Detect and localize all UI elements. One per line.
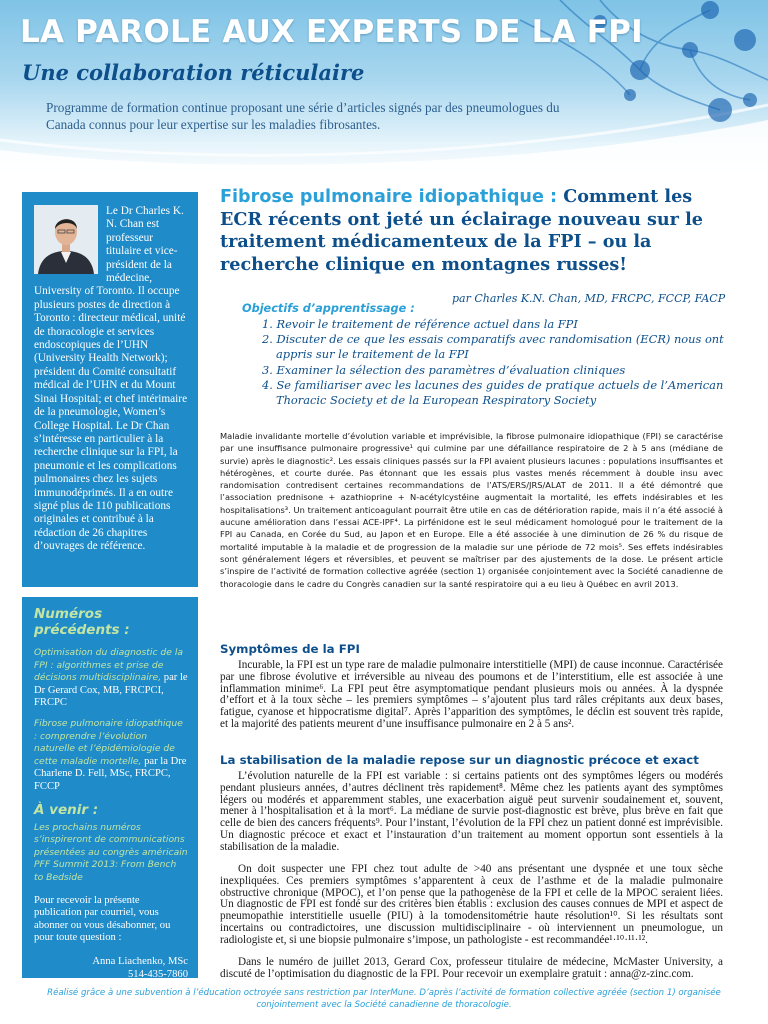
section-diagnosis-paragraph: L’évolution naturelle de la FPI est variable : si certains patients ont des symptômes légers ou modérés pendant plusieurs années, d’autres déclinent très rapidement⁸. Même chez les patients ayant des symptômes légers ou modérés et apparemment stables, une exacerbation aiguë peut survenir soudainement et, souvent, mener à l’hospitalisation et à la mort⁶. La médiane de survie post-diagnostic est brève, plus brève en fait que celle de bien des cancers fréquents⁹. Pour l’instant, l’évolution de la FPI chez un patient donné est imprévisible. Un diagnostic précoce et exact et l’instauration d’un traitement au moment opportun sont essentiels à la stabilisation de la maladie. [220, 770, 723, 853]
objectives-title: Objectifs d’apprentissage : [242, 302, 415, 315]
header-banner [0, 0, 768, 180]
objective-item: 3. Examiner la sélection des paramètres d’évaluation cliniques [262, 362, 626, 377]
objective-item: 2. Discuter de ce que les essais comparatifs avec randomisation (ECR) nous ont appris sur le traitement de la FPI [262, 332, 724, 362]
author-bio-box [22, 192, 198, 587]
author-bio-text: Le Dr Charles K. N. Chan est professeur titulaire et vice-président de la médecine, University of Toronto. Il occupe plusieurs postes de direction à Toronto : directeur médical, unité de thoracologie et services endoscopiques de l’UHN (University Health Network); président du Comité consultatif médical de l’UHN et du Mount Sinai Hospital; et chef intérimaire de la pneumologie, Women’s College Hospital. Le Dr Chan s’intéresse en particulier à la recherche clinique sur la FPI, la pneumonie et les complications pulmonaires chez les sujets immunodéprimés. Il a en outre signé plus de 110 publications originales et contribué à la rédaction de 26 chapitres d’ouvrages de référence. [34, 205, 188, 553]
section-symptoms-text: Incurable, la FPI est un type rare de maladie pulmonaire interstitielle (MPI) de cause inconnue. Caractérisée par une fibrose évolutive et irréversible au niveau des poumons et de l’interstitium, elle est associée à une inflammation minime⁶. La FPI peut être asymptomatique pendant plusieurs mois ou années. À la dyspnée d’effort et à la toux sèche – les premiers symptômes – s’ajoutent plus tard râles crépitants aux deux bases, fatigue, cyanose et hippocratisme digital⁷. Après l’apparition des symptômes, le déclin est souvent très rapide, et la majorité des patients meurent d’une insuffisance pulmonaire en 2 à 5 ans². [220, 659, 723, 730]
section-heading-symptoms: Symptômes de la FPI [220, 642, 360, 656]
upcoming-title: À venir : [34, 801, 99, 818]
subscribe-text: Pour recevoir la présente publication par courriel, vous abonner ou vous désabonner, ou pour toute question : [34, 894, 171, 944]
objective-item: 1. Revoir le traitement de référence actuel dans la FPI [262, 317, 578, 331]
sponsor-footer: Réalisé grâce à une subvention à l’éducation octroyée sans restriction par InterMune. D’après l’activité de formation collective agréée (section 1) organisée conjointement avec la Société canadienne de thoracologie. [47, 988, 721, 1010]
contact-phone: 514-435-7860 [127, 968, 188, 978]
program-description: Programme de formation continue proposant une série d’articles signés par des pneumologues du Canada connus pour leur expertise sur les maladies fibrosantes. [46, 100, 560, 132]
author-portrait [34, 205, 98, 274]
previous-issue-title: Optimisation du diagnostic de la FPI : algorithmes et prise de décisions multidisciplinaire, [34, 647, 184, 684]
section-diagnosis-paragraph: On doit suspecter une FPI chez tout adulte de >40 ans présentant une dyspnée et une toux sèche inexpliquées. Ces premiers symptômes s’apparentent à ceux de l’asthme et de la maladie pulmonaire obstructive chronique (MPOC), et l’on pense que la pathogenèse de la FPI et celle de la MPOC seraient liées. Un diagnostic de FPI est fondé sur des critères bien établis : exclusion des causes connues de MPI et aspect de pneumopathie interstitielle usuelle (PIU) à la tomodensitométrie haute résolution¹⁰. Si les résultats sont incertains ou contradictoires, une discussion multidisciplinaire - où interviennent un pneumologue, un radiologiste et, si une biopsie pulmonaire s’impose, un pathologiste - est recommandée¹·¹⁰·¹¹·¹². [220, 863, 723, 946]
objectives-list [262, 317, 732, 408]
objective-item: 4. Se familiariser avec les lacunes des guides de pratique actuels de l’American Thoracic Society et de la European Respiratory Society [262, 377, 724, 408]
section-heading-diagnosis: La stabilisation de la maladie repose sur un diagnostic précoce et exact [220, 753, 699, 767]
previous-issues-box [22, 597, 198, 978]
article-title [220, 186, 740, 276]
contact-block [34, 955, 188, 978]
page-title: LA PAROLE AUX EXPERTS DE LA FPI [20, 14, 643, 50]
contact-name: Anna Liachenko, MSc [92, 955, 188, 967]
previous-issue-item [34, 647, 188, 710]
previous-issue-title: Fibrose pulmonaire idiopathique : comprendre l’évolution naturelle et l’épidémiologie de cette maladie mortelle, [34, 717, 183, 767]
upcoming-text: Les prochains numéros s’inspireront de communications présentées au congrès américain PFF Summit 2013: From Bench to Bedside [34, 821, 188, 883]
section-diagnosis-paragraph: Dans le numéro de juillet 2013, Gerard Cox, professeur titulaire de médecine, McMaster University, a discuté de l’optimisation du diagnostic de la FPI. Pour recevoir un exemplaire gratuit : anna@z-zinc.com. [220, 956, 723, 980]
previous-issue-author: par la Dre Charlene D. Fell, MSc, FRCPC, FCCP [34, 755, 187, 792]
article-title-lead: Fibrose pulmonaire idiopathique : [220, 187, 558, 207]
previous-issue-author: par le Dr Gerard Cox, MB, FRCPCI, FRCPC [34, 672, 188, 709]
previous-issues-title: Numéros précédents : [34, 606, 130, 638]
page-subtitle: Une collaboration réticulaire [22, 60, 365, 85]
article-title-rest: Comment les ECR récents ont jeté un éclairage nouveau sur le traitement médicamenteux de la FPI – ou la recherche clinique en montagnes russes! [220, 186, 703, 275]
previous-issue-item [34, 718, 188, 794]
article-intro: Maladie invalidante mortelle d’évolution variable et imprévisible, la fibrose pulmonaire idiopathique (FPI) se caractérise par une insuffisance pulmonaire progressive¹ qui culmine par une défaillance respiratoire de 2 à 5 ans (médiane de survie) après le diagnostic². Les essais cliniques passés sur la FPI avaient plusieurs lacunes : populations insuffisantes et hétérogènes, et courte durée. Pas étonnant que les essais plus vastes menés récemment à double insu avec randomisation contredisent certaines recommandations de l’ATS/ERS/JRS/ALAT de 2011. Il a été démontré que l’association prednisone + azathioprine + N-acétylcystéine augmentait la mortalité, les effets indésirables et les hospitalisations³. Un traitement anticoagulant pourrait être utile en cas de détérioration rapide, mais il n’a été associé à aucune amélioration dans l’essai ACE-IPF⁴. La pirfénidone est le seul médicament homologué pour le traitement de la FPI au Canada, en Corée du Sud, au Japon et en Europe. Elle a été associée à une diminution de 26 % du risque de mortalité imputable à la maladie et de progression de la maladie sur une période de 72 mois⁵. Ses effets indésirables sont généralement légers et réversibles, et peuvent se maîtriser par des ajustements de la dose. Le présent article s’inspire de l’activité de formation collective agréée (section 1) organisée conjointement avec la Société canadienne de thoracologie dans le cadre du Congrès canadien sur la santé respiratoire qui a eu lieu à Québec en avril 2013. [220, 431, 723, 589]
article-byline: par Charles K.N. Chan, MD, FRCPC, FCCP, FACP [452, 292, 726, 305]
